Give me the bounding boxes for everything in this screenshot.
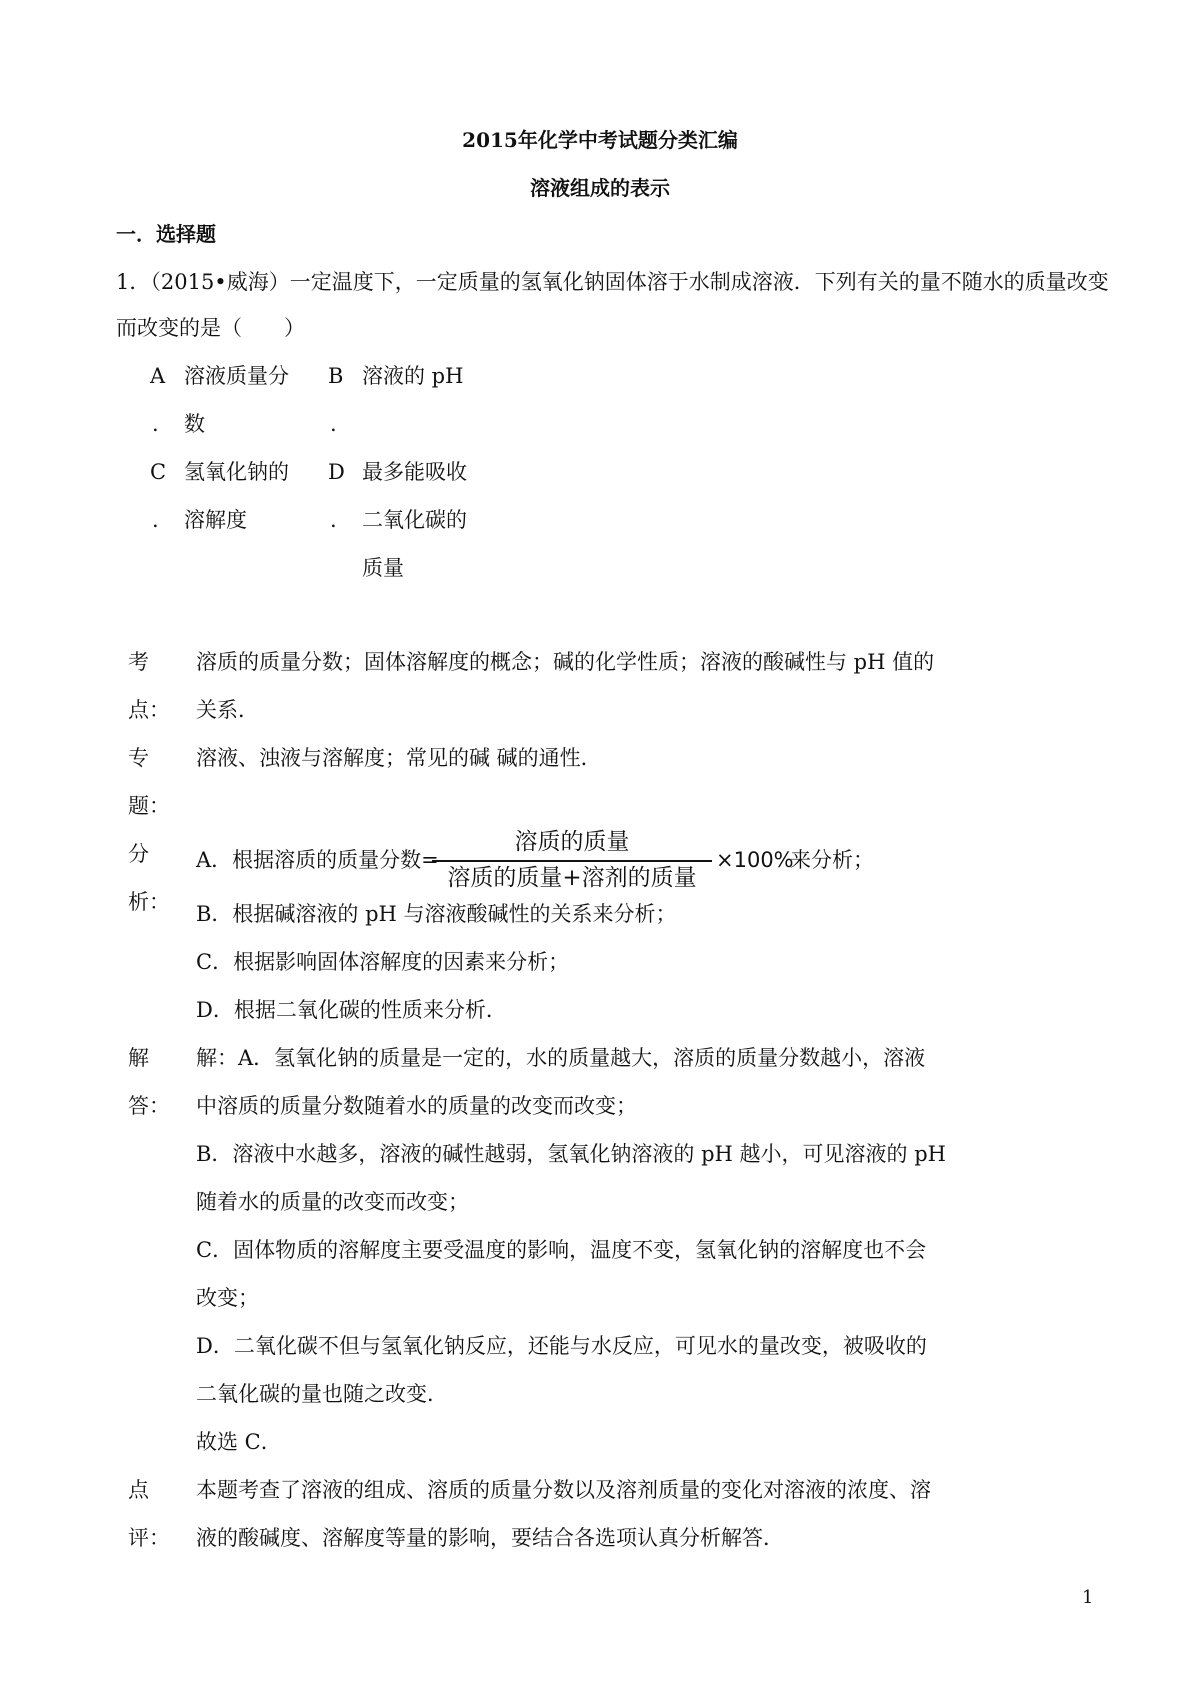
formula-denominator: 溶质的质量+溶剂的质量 <box>447 865 697 891</box>
formula-numerator: 溶质的质量 <box>514 829 630 855</box>
dianping-line2: 液的酸碱度、溶解度等量的影响，要结合各选项认真分析解答． <box>196 1526 784 1550</box>
document-title: 2015年化学中考试题分类汇编 <box>462 128 738 152</box>
document-subtitle: 溶液组成的表示 <box>530 176 670 200</box>
fenxi-formula-suffix: 来分析； <box>790 848 874 872</box>
kaodian-label-1: 考 <box>128 650 149 674</box>
option-c-text-line2: 溶解度 <box>184 508 247 532</box>
option-d-text-line1: 最多能吸收 <box>362 460 467 484</box>
kaodian-line2: 关系． <box>196 698 259 722</box>
dianping-label-1: 点 <box>128 1478 149 1502</box>
formula-times-100-percent: ×100% <box>716 848 794 872</box>
zhuanti-label-2: 题： <box>128 794 170 818</box>
fraction-bar <box>432 860 712 862</box>
option-d-dot: . <box>330 508 337 532</box>
jieda-line7: D．二氧化碳不但与氢氧化钠反应，还能与水反应，可见水的量改变，被吸收的 <box>196 1334 927 1358</box>
jieda-line4: 随着水的质量的改变而改变； <box>196 1190 469 1214</box>
jieda-line5: C．固体物质的溶解度主要受温度的影响，温度不变，氢氧化钠的溶解度也不会 <box>196 1238 927 1262</box>
page-number: 1 <box>1082 1587 1094 1608</box>
jieda-line1: 解：A．氢氧化钠的质量是一定的，水的质量越大，溶质的质量分数越小，溶液 <box>196 1046 926 1070</box>
option-a-text-line1: 溶液质量分 <box>184 364 289 388</box>
mass-fraction-formula <box>432 828 712 892</box>
jieda-label-1: 解 <box>128 1046 149 1070</box>
zhuanti-label-1: 专 <box>128 746 149 770</box>
jieda-line8: 二氧化碳的量也随之改变． <box>196 1382 448 1406</box>
fenxi-label-1: 分 <box>128 842 149 866</box>
option-b-dot: . <box>330 412 337 436</box>
option-c-dot: . <box>152 508 159 532</box>
kaodian-line1: 溶质的质量分数；固体溶解度的概念；碱的化学性质；溶液的酸碱性与 pH 值的 <box>196 650 935 674</box>
jieda-label-2: 答： <box>128 1094 170 1118</box>
option-b-letter: B <box>328 364 344 388</box>
jieda-line3: B．溶液中水越多，溶液的碱性越弱，氢氧化钠溶液的 pH 越小，可见溶液的 pH <box>196 1142 946 1166</box>
question-stem-line1: 1．（2015•威海）一定温度下，一定质量的氢氧化钠固体溶于水制成溶液．下列有关的量不随水的质量改变 <box>116 270 1109 294</box>
zhuanti-line1: 溶液、浊液与溶解度；常见的碱 碱的通性． <box>196 746 602 770</box>
section-heading: 一．选择题 <box>116 222 216 246</box>
jieda-line2: 中溶质的质量分数随着水的质量的改变而改变； <box>196 1094 637 1118</box>
option-d-text-line3: 质量 <box>362 556 404 580</box>
jieda-answer: 故选 C． <box>196 1430 282 1454</box>
option-a-text-line2: 数 <box>184 412 205 436</box>
fenxi-label-2: 析： <box>128 890 170 914</box>
option-d-text-line2: 二氧化碳的 <box>362 508 467 532</box>
dianping-line1: 本题考查了溶液的组成、溶质的质量分数以及溶剂质量的变化对溶液的浓度、溶 <box>196 1478 931 1502</box>
option-b-text-line1: 溶液的 pH <box>362 364 464 388</box>
option-d-letter: D <box>328 460 345 484</box>
fenxi-line-b: B．根据碱溶液的 pH 与溶液酸碱性的关系来分析； <box>196 902 677 926</box>
fenxi-line-d: D．根据二氧化碳的性质来分析． <box>196 998 507 1022</box>
fenxi-line-c: C．根据影响固体溶解度的因素来分析； <box>196 950 570 974</box>
option-c-letter: C <box>150 460 167 484</box>
jieda-line6: 改变； <box>196 1286 259 1310</box>
option-a-dot: . <box>152 412 159 436</box>
question-stem-line2: 而改变的是（ ） <box>116 316 305 340</box>
fenxi-formula-prefix: A．根据溶质的质量分数= <box>196 848 439 872</box>
option-a-letter: A <box>150 364 166 388</box>
dianping-label-2: 评： <box>128 1526 170 1550</box>
option-c-text-line1: 氢氧化钠的 <box>184 460 289 484</box>
kaodian-label-2: 点： <box>128 698 170 722</box>
